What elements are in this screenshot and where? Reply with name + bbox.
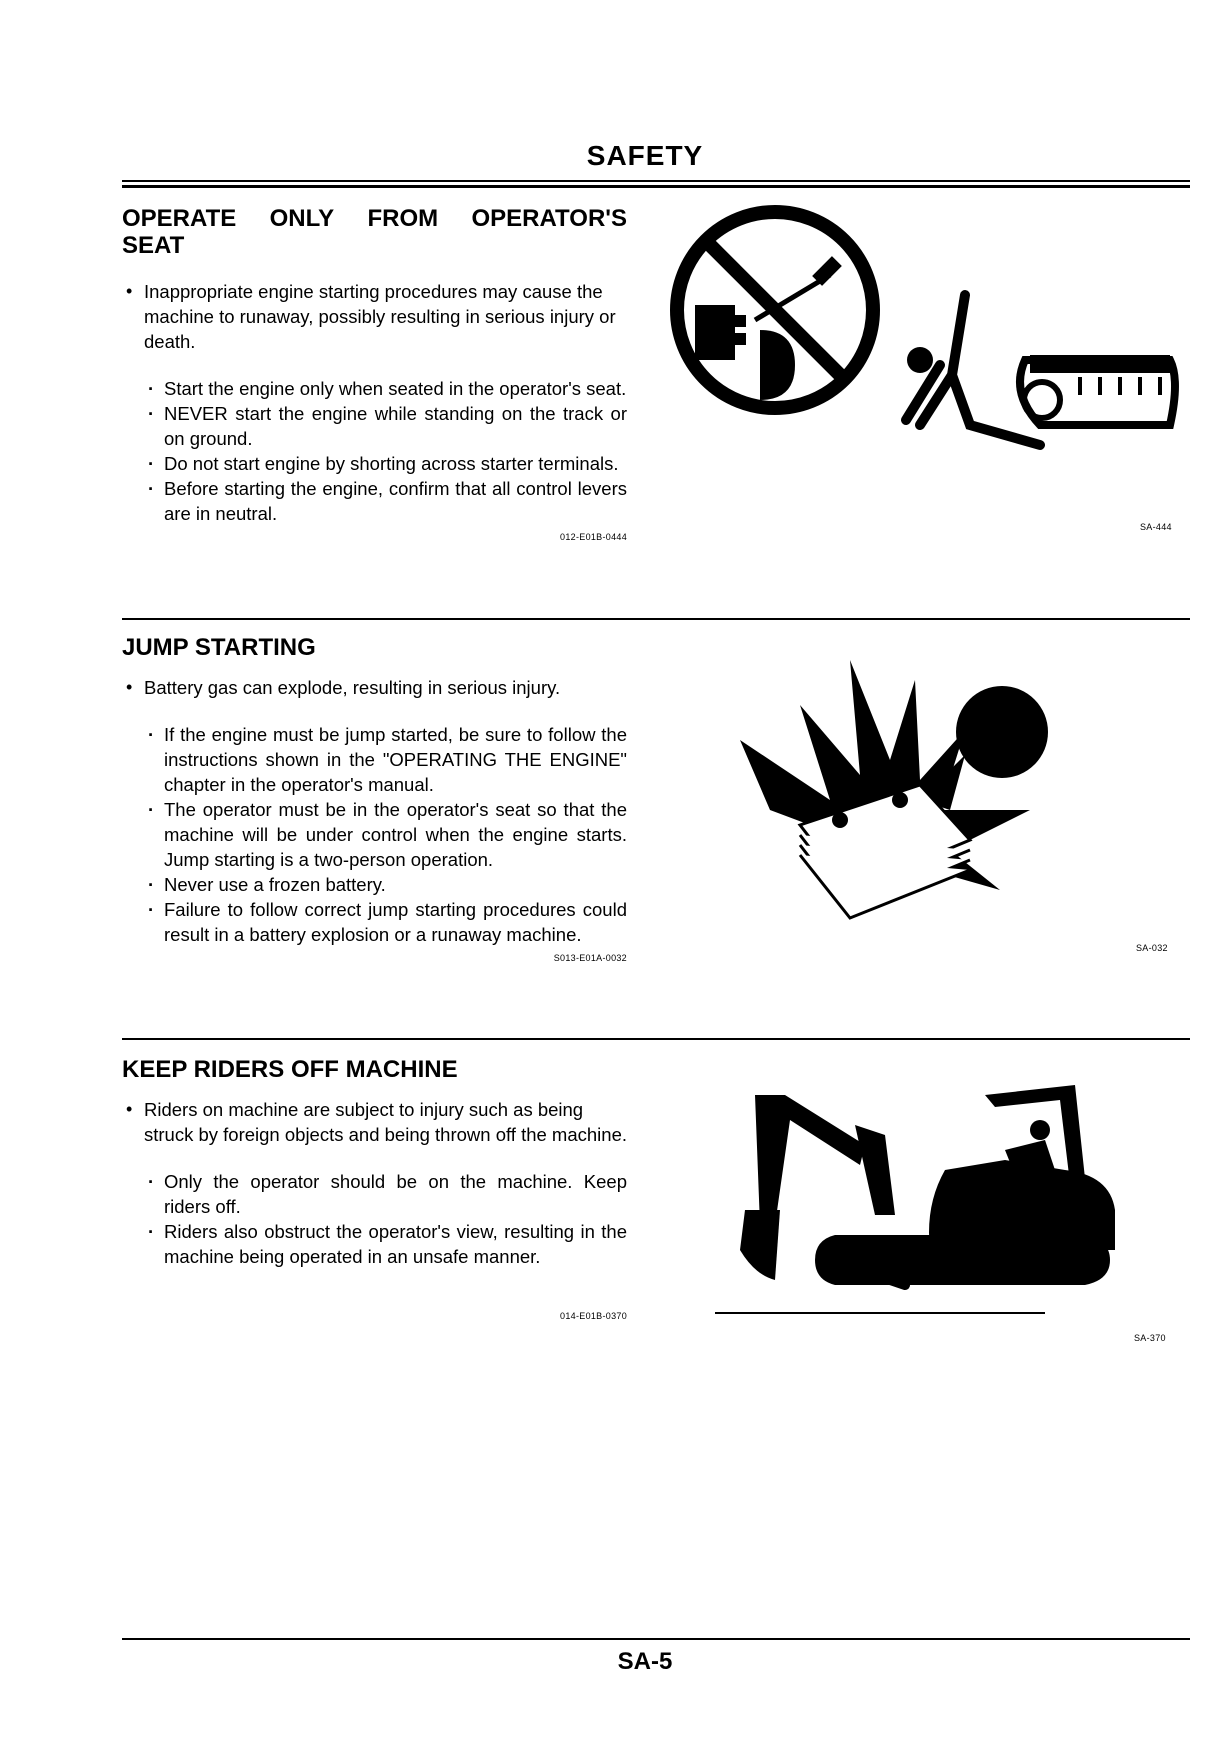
list-item: · The operator must be in the operator's seat so that the machine will be under control when the engine starts. Jump starting is a two-person operation. (146, 797, 627, 872)
instruction-list (122, 1169, 627, 1269)
list-item: · Only the operator should be on the machine. Keep riders off. (146, 1169, 627, 1219)
section-heading (122, 205, 627, 232)
list-item: · If the engine must be jump started, be sure to follow the instructions shown in the "OPERATING THE ENGINE" chapter in the operator's manual. (146, 722, 627, 797)
reference-code: S013-E01A-0032 (553, 953, 627, 963)
page-number: SA-5 (617, 1648, 673, 1675)
section-jump-starting (122, 634, 627, 963)
section-keep-riders-off (122, 1056, 627, 1321)
main-bullet: • Riders on machine are subject to injury such as being struck by foreign objects and being thrown off the machine. (122, 1097, 627, 1147)
list-item: · Do not start engine by shorting across starter terminals. (146, 451, 627, 476)
main-bullet: • Battery gas can explode, resulting in serious injury. (122, 675, 627, 700)
list-item: · Start the engine only when seated in the operator's seat. (146, 376, 627, 401)
header-rule (122, 180, 1190, 182)
rider-on-excavator-illustration (715, 1075, 1115, 1325)
list-item: · Riders also obstruct the operator's view, resulting in the machine being operated in an unsafe manner. (146, 1219, 627, 1269)
reference-code: 014-E01B-0370 (560, 1311, 627, 1321)
reference-code: 012-E01B-0444 (560, 532, 627, 542)
section-divider (122, 1038, 1190, 1040)
heading-word: ONLY (269, 205, 335, 232)
header-rule-thick (122, 185, 1190, 188)
page-title: SAFETY (586, 140, 704, 171)
figure-code: SA-444 (1140, 522, 1172, 532)
list-item: · NEVER start the engine while standing on the track or on ground. (146, 401, 627, 451)
instruction-list (122, 376, 627, 526)
footer-rule (122, 1638, 1190, 1640)
figure-code: SA-032 (1136, 943, 1168, 953)
section-heading: KEEP RIDERS OFF MACHINE (122, 1056, 458, 1083)
instruction-list (122, 722, 627, 947)
heading-word: OPERATE (122, 205, 237, 232)
main-bullet: • Inappropriate engine starting procedures may cause the machine to runaway, possibly resulting in serious injury or death. (122, 279, 627, 354)
heading-word: FROM (367, 205, 439, 232)
list-item: · Before starting the engine, confirm that all control levers are in neutral. (146, 476, 627, 526)
section-operate-from-seat (122, 205, 627, 542)
section-divider (122, 618, 1190, 620)
heading-word: OPERATOR'S (471, 205, 627, 232)
list-item: · Failure to follow correct jump starting procedures could result in a battery explosion or a runaway machine. (146, 897, 627, 947)
battery-explosion-illustration (740, 650, 1070, 920)
section-heading-line2: SEAT (122, 232, 185, 259)
section-heading: JUMP STARTING (122, 634, 316, 661)
no-short-start-illustration (670, 205, 1180, 465)
list-item: · Never use a frozen battery. (146, 872, 627, 897)
figure-code: SA-370 (1134, 1333, 1166, 1343)
